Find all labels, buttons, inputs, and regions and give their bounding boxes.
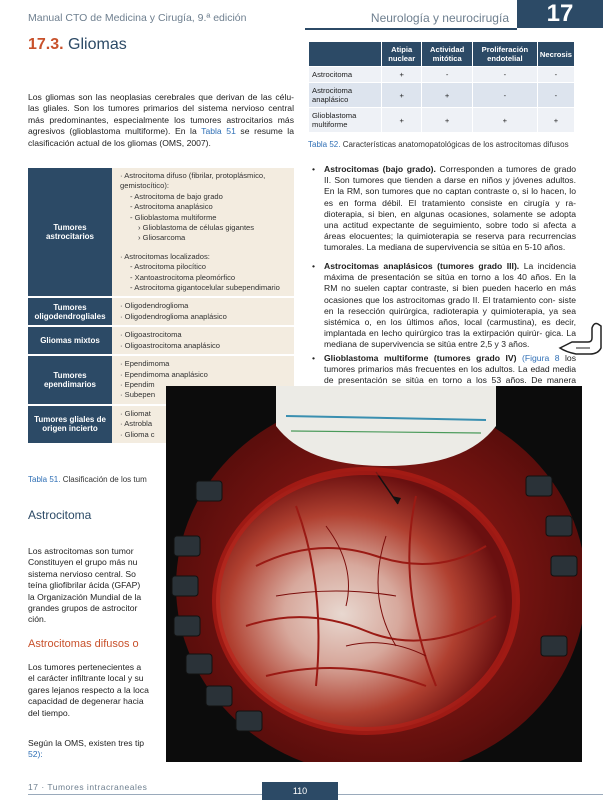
table-51-row-content [112,298,294,325]
table-52-cell: + [537,108,574,133]
table-52 [308,41,575,133]
table-51-item: · Glioma c [120,430,290,440]
table-51-row [28,168,294,298]
difusos-heading: Astrocitomas difusos o [28,638,139,650]
text-line: la Organización Mundial de la [28,591,142,602]
table-52-header [309,42,382,67]
surgical-photograph [166,386,582,762]
table-51-row-content [112,168,294,296]
table-52-caption: Tabla 52. Características anatomopatológicas de los astrocitomas difusos [308,140,569,149]
running-header-section: Neurología y neurocirugía [370,11,509,25]
table-51-item: · Oligodendroglioma [120,301,290,311]
table-51-item: · Oligodendroglioma anaplásico [120,312,290,322]
chapter-number: 17 [517,0,603,28]
table-52-cell: + [382,108,422,133]
text-line: grandes grupos de astrocitor [28,603,138,614]
table-51-row-label: Gliomas mixtos [28,327,112,354]
section-heading: 17.3. Gliomas [28,36,127,53]
table-52-row [309,108,575,133]
figure-link[interactable]: (Figura 8 [516,353,560,363]
table-52-header: Atipia nuclear [382,42,422,67]
table-51-row-label: Tumores oligodendrogliales [28,298,112,325]
table-51-item: - Astrocitoma de bajo grado [120,192,290,202]
table-51-item: · Astrocitomas localizados: [120,252,290,262]
text-line: ción. [28,614,47,625]
table-52-row [309,83,575,108]
table-52-row [309,67,575,83]
table-52-header: Necrosis [537,42,574,67]
table-51-row-content [112,327,294,354]
oms-paragraph: Según la OMS, existen tres tip 52): [28,738,145,760]
table-51-row-label: Tumores gliales de origen incierto [28,406,112,443]
table-51-item: › Glioblastoma de células gigantes [120,223,290,233]
text-line: sistema nervioso central. So [28,568,136,579]
table-52-cell: + [382,83,422,108]
table-51-row [28,327,294,356]
table-52-header: Proliferación endotelial [472,42,537,67]
table-52-cell: Astrocitoma anaplásico [309,83,382,108]
hand-pointer-icon [558,318,603,358]
text-line: gares lejanos respecto a la loca [28,684,149,695]
text-line: Los astrocitomas son tumor [28,546,134,556]
table-51-item: · Ependim [120,380,290,390]
table-51-item: - Glioblastoma multiforme [120,213,290,223]
table-51-row [28,298,294,327]
table-51-item: · Gliomat [120,409,290,419]
astrocitoma-paragraph [28,546,168,626]
bullet-glioblastoma: • Glioblastoma multiforme (tumores grado IV) (Figura 8 los tumores primarios más frecuentes en los adultos. La edad media de presentación se sitúa en torno a los 53 años. De manera [312,353,577,386]
table-52-cell: + [422,83,472,108]
table-51-row-label: Tumores ependimarios [28,356,112,404]
text-line: el carácter infiltrante local y su [28,673,144,684]
table-51-link[interactable]: Tabla 51 [201,126,236,137]
header-rule [305,28,517,30]
table-51-item: › Gliosarcoma [120,233,290,243]
text-line: del tiempo. [28,707,71,718]
table-51-item [120,244,290,252]
running-header-title: Manual CTO de Medicina y Cirugía, 9.ª edición [28,12,247,24]
table-51-item: · Oligoastrocitoma [120,330,290,340]
table-52-cell: + [382,67,422,83]
table-51-item: - Astrocitoma gigantocelular subependimario [120,283,290,293]
table-51-item: · Ependimoma [120,359,290,369]
table-52-cell: - [422,67,472,83]
text-line: teína gliofibrilar ácida (GFAP) [28,580,141,591]
footer-chapter: 17 · Tumores intracraneales [28,782,148,792]
table-52-link[interactable]: 52): [28,749,43,760]
table-52-cell: - [472,83,537,108]
astrocitoma-heading: Astrocitoma [28,508,92,522]
table-52-header: Actividad mitótica [422,42,472,67]
page-number: 110 [262,782,338,800]
text-line: Los tumores pertenecientes a [28,662,142,672]
bullet-astrocitomas: • Astrocitomas (bajo grado). Corresponden a tumores de grado II. Son tumores que tienden a darse en niños y jóvenes adultos. En la RM, son tumores que no captan contraste o, si lo hacen, lo es en forma débil. El tratamiento consiste en cirugía y ra- dioterapia, si bien, en algunas ocasiones, solamente se adopta una actitud expectante de seguimiento, sobre todo si afecta a áreas elocuentes; la quimioterapia se reserva para recurrencias tumorales. La mediana de supervivencia se sitúa en 5-10 años. [312,164,577,253]
table-51-row-label: Tumores astrocitarios [28,168,112,296]
table-52-cell: Glioblastoma multiforme [309,108,382,133]
footer [0,778,603,800]
difusos-paragraph [28,662,168,719]
table-51-item: - Astrocitoma pilocítico [120,262,290,272]
table-51-item: · Subepen [120,390,290,400]
text-line: Constituyen el grupo más nu [28,557,138,568]
table-52-cell: - [537,67,574,83]
table-52-cell: + [472,108,537,133]
intro-paragraph: Los gliomas son las neoplasias cerebrales que derivan de las célu- las gliales. Son los tumores primarios del sistema nervioso central más predominantes, especialmente los tumores astrocitarios más agresivos (glioblastoma multiforme). En la Tabla 51 se resume la clasificación actual de los gliomas (OMS, 2007). [28,92,295,148]
table-51-item: - Astrocitoma anaplásico [120,202,290,212]
table-51-item: - Xantoastrocitoma pleomórfico [120,273,290,283]
table-51-item: · Oligoastrocitoma anaplásico [120,341,290,351]
bullet-anaplasicos: • Astrocitomas anaplásicos (tumores grado III). La incidencia máxima de presentación se sitúa en torno a los 40 años. En la RM no suelen captar contraste, si bien pueden hacerlo en más ocasiones que los astrocitomas grado II. El tratamiento con- siste en la resección quirúrgica, radioterapia y quimioterapia, ya sea sistémica o, en los últimos años, local (carmustina), es decir, implantada en lecho quirúrgico tras la extirpación quirúr- gica. La mediana de supervivencia se sitúa entre 2,5 y 3 años. [312,261,576,350]
table-51-caption: Tabla 51. Clasificación de los tum [28,475,147,484]
table-52-cell: - [472,67,537,83]
table-52-cell: + [422,108,472,133]
text-line: capacidad de degenerar hacia [28,696,144,707]
table-51-item: · Astrocitoma difuso (fibrilar, protoplásmico, gemistocítico): [120,171,290,192]
table-51-item: · Ependimoma anaplásico [120,370,290,380]
table-52-cell: - [537,83,574,108]
table-51-item: · Astrobla [120,419,290,429]
table-52-cell: Astrocitoma [309,67,382,83]
